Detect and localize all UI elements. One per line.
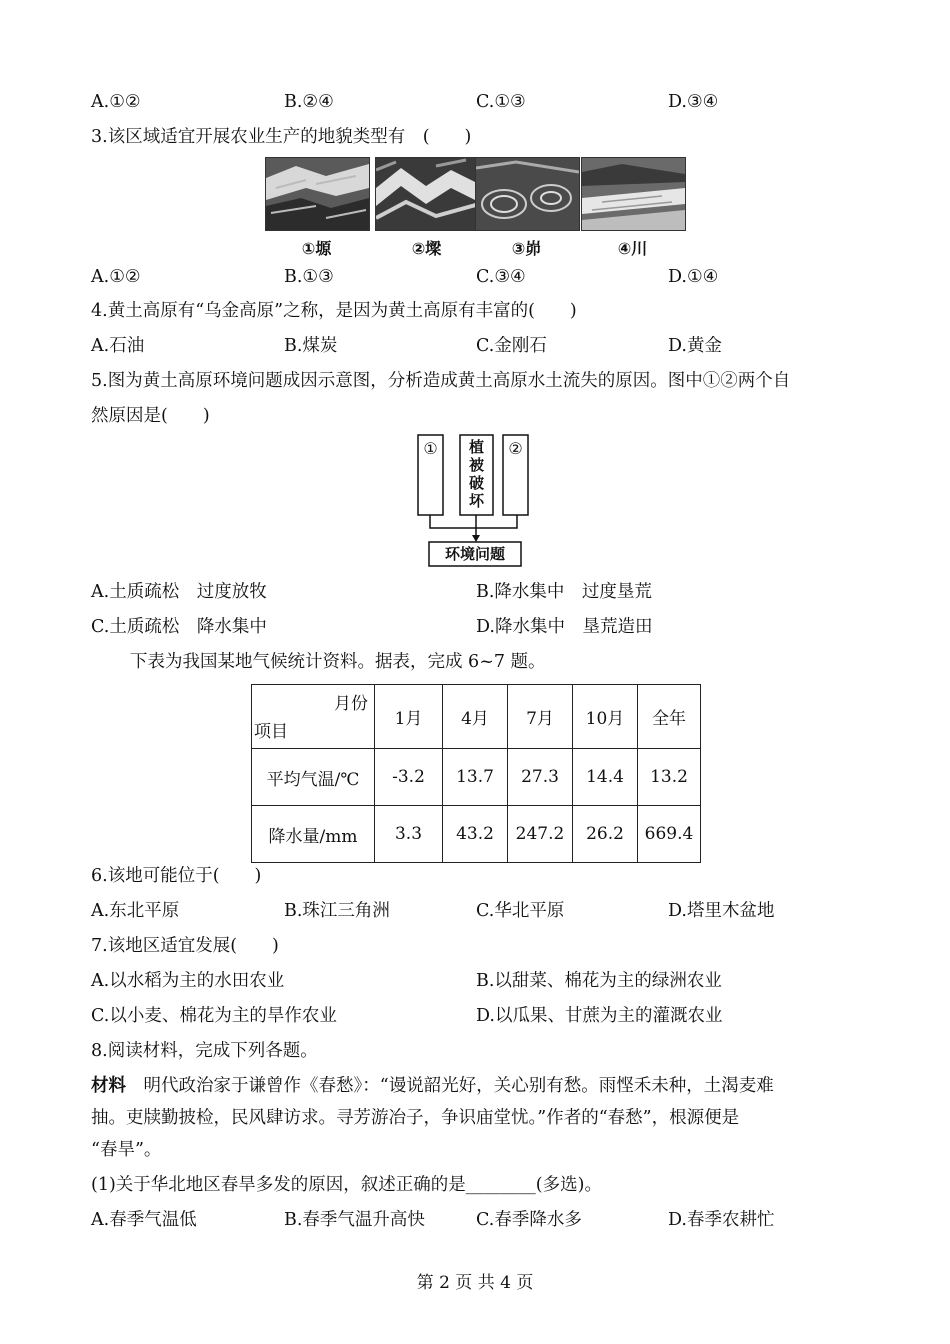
landform-photo-yuan	[265, 157, 370, 231]
page-footer: 第 2 页 共 4 页	[416, 1273, 534, 1293]
table-cell: 14.4	[573, 749, 638, 806]
q6-option-c: C.华北平原	[476, 901, 565, 921]
material-line-3: “春旱”。	[91, 1140, 162, 1160]
q5-option-a: A.土质疏松 过度放牧	[91, 582, 267, 602]
q8-sub1-option-b: B.春季气温升高快	[284, 1210, 425, 1230]
table-cell: 27.3	[508, 749, 573, 806]
q3-option-d: D.①④	[668, 267, 719, 287]
q5-stem-line1: 5.图为黄土高原环境问题成因示意图，分析造成黄土高原水土流失的原因。图中①②两个自	[91, 371, 791, 391]
table-row	[252, 749, 701, 806]
table-header-cell: 10月	[573, 685, 638, 749]
table-corner-bottom: 项目	[254, 722, 288, 742]
table-cell: 3.3	[375, 806, 443, 863]
landform-photo-mao	[475, 157, 580, 231]
q8-sub1-option-d: D.春季农耕忙	[668, 1210, 775, 1230]
q4-stem: 4.黄土高原有“乌金高原”之称，是因为黄土高原有丰富的( )	[91, 301, 577, 321]
diagram-box-1-label: ①	[423, 439, 438, 458]
table-row	[252, 806, 701, 863]
q2-option-b: B.②④	[284, 92, 334, 112]
table-header-cell: 全年	[638, 685, 701, 749]
q7-option-d: D.以瓜果、甘蔗为主的灌溉农业	[476, 1006, 723, 1026]
q6-stem: 6.该地可能位于( )	[91, 866, 262, 886]
q7-option-a: A.以水稻为主的水田农业	[91, 971, 285, 991]
q8-sub1-option-c: C.春季降水多	[476, 1210, 582, 1230]
table-header-cell: 4月	[443, 685, 508, 749]
diagram-mid-char-1: 植	[468, 438, 484, 456]
climate-table	[251, 684, 701, 863]
q6-option-b: B.珠江三角洲	[284, 901, 390, 921]
table-cell: 26.2	[573, 806, 638, 863]
table-row-label: 平均气温/℃	[252, 749, 375, 806]
diagram-box-2-label: ②	[508, 439, 523, 458]
q5-option-c: C.土质疏松 降水集中	[91, 617, 267, 637]
q3-option-a: A.①②	[91, 267, 141, 287]
landform-caption-1: ①塬	[301, 239, 332, 258]
landform-caption-4: ④川	[617, 239, 648, 258]
q5-option-b: B.降水集中 过度垦荒	[476, 582, 652, 602]
q3-stem: 3.该区域适宜开展农业生产的地貌类型有 ( )	[91, 127, 472, 147]
q8-sub1-option-a: A.春季气温低	[91, 1210, 197, 1230]
q4-option-a: A.石油	[91, 336, 145, 356]
q7-option-c: C.以小麦、棉花为主的旱作农业	[91, 1006, 337, 1026]
q5-option-d: D.降水集中 垦荒造田	[476, 617, 653, 637]
material-line-2: 抽。吏牍勤披检，民风肆访求。寻芳游冶子，争识庙堂忧。”作者的“春愁”，根源便是	[91, 1108, 740, 1128]
landform-caption-3: ③峁	[511, 239, 542, 258]
table-cell: -3.2	[375, 749, 443, 806]
table-cell: 669.4	[638, 806, 701, 863]
table-corner-cell	[252, 685, 375, 749]
material-line-1: 明代政治家于谦曾作《春愁》：“谩说韶光好，关心别有愁。雨悭禾未种，土渴麦难	[126, 1076, 774, 1096]
table-cell: 13.2	[638, 749, 701, 806]
table-intro: 下表为我国某地气候统计资料。据表，完成 6~7 题。	[130, 652, 546, 672]
landform-photo-liang	[375, 157, 480, 231]
q3-option-b: B.①③	[284, 267, 334, 287]
landform-photo-chuan	[581, 157, 686, 231]
q8-sub1-stem: (1)关于华北地区春旱多发的原因，叙述正确的是________(多选)。	[91, 1175, 602, 1195]
q6-option-a: A.东北平原	[91, 901, 180, 921]
q2-option-d: D.③④	[668, 92, 719, 112]
table-header-cell: 7月	[508, 685, 573, 749]
landform-caption-2: ②墚	[411, 239, 442, 258]
q7-option-b: B.以甜菜、棉花为主的绿洲农业	[476, 971, 722, 991]
diagram-mid-char-2: 被	[468, 456, 484, 474]
diagram-bottom-label: 环境问题	[444, 545, 505, 563]
table-cell: 13.7	[443, 749, 508, 806]
cause-diagram	[410, 432, 545, 570]
q4-option-c: C.金刚石	[476, 336, 547, 356]
q6-option-d: D.塔里木盆地	[668, 901, 775, 921]
table-row-label: 降水量/mm	[252, 806, 375, 863]
q2-option-a: A.①②	[91, 92, 141, 112]
table-cell: 247.2	[508, 806, 573, 863]
q3-option-c: C.③④	[476, 267, 526, 287]
q4-option-b: B.煤炭	[284, 336, 338, 356]
diagram-mid-char-4: 坏	[468, 492, 484, 510]
q8-stem: 8.阅读材料，完成下列各题。	[91, 1041, 318, 1061]
table-corner-top: 月份	[334, 694, 368, 714]
q5-stem-line2: 然原因是( )	[91, 406, 210, 426]
q2-option-c: C.①③	[476, 92, 526, 112]
diagram-mid-char-3: 破	[468, 474, 484, 492]
material-label: 材料	[91, 1076, 126, 1096]
table-cell: 43.2	[443, 806, 508, 863]
q4-option-d: D.黄金	[668, 336, 722, 356]
table-header-cell: 1月	[375, 685, 443, 749]
q7-stem: 7.该地区适宜发展( )	[91, 936, 279, 956]
